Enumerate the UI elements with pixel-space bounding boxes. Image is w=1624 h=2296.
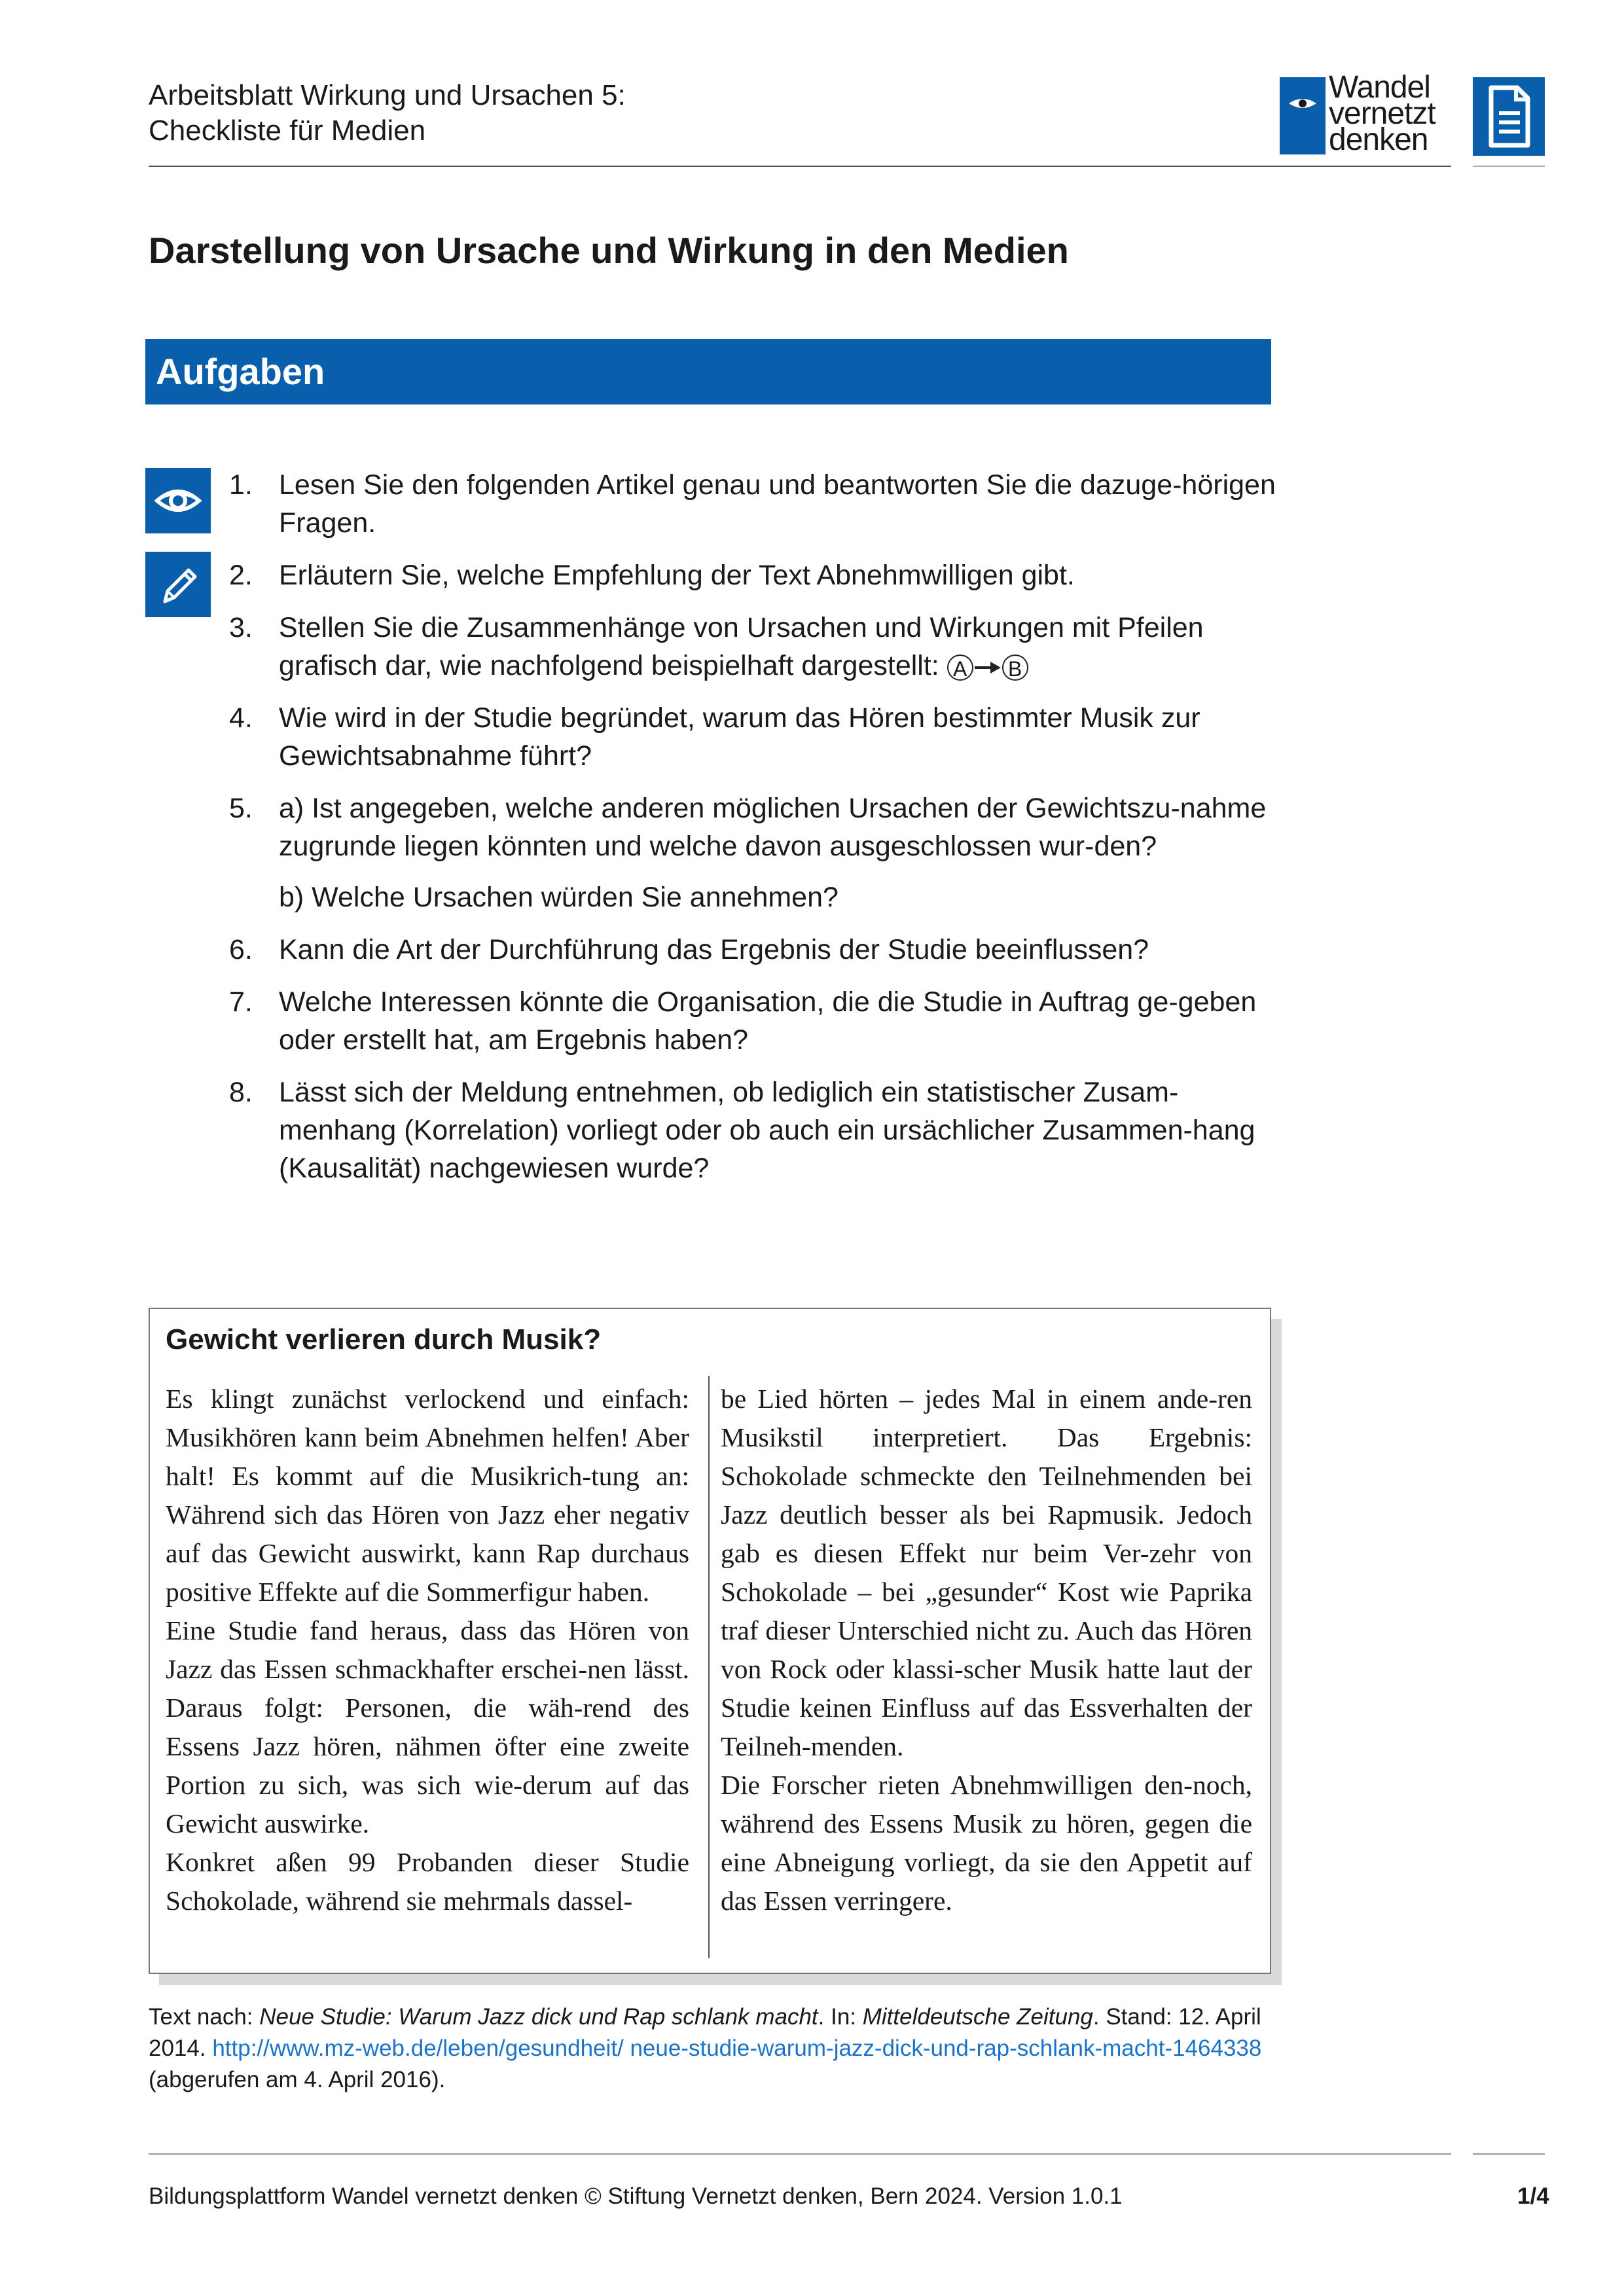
source-prefix: Text nach: [149,2004,260,2030]
source-mid: . In: [818,2004,863,2030]
article-column-2 [721,1380,1252,1920]
footer-rule-right [1473,2153,1545,2155]
article-paragraph: Eine Studie fand heraus, dass das Hören von Jazz das Essen schmackhafter erschei-nen lässt. Daraus folgt: Personen, die wäh-rend des Essens Jazz hören, nähmen öfter eine zweite Portion zu sich, was sich wie-derum auf das Gewicht auswirke. [166,1615,689,1839]
task-number: 4. [229,702,253,734]
column-divider [708,1376,710,1958]
task-text: Kann die Art der Durchführung das Ergebnis der Studie beeinflussen? [279,934,1149,965]
example-circle-a: A [947,655,973,681]
task-text-main: Stellen Sie die Zusammenhänge von Ursachen und Wirkungen mit Pfeilen grafisch dar, wie nachfolgend beispielhaft dargestellt: [279,612,1204,681]
task-text: Welche Interessen könnte die Organisation, die die Studie in Auftrag ge-geben oder erstellt hat, am Ergebnis haben? [279,986,1257,1056]
logo-eye-icon [1280,77,1326,154]
source-article-title: Neue Studie: Warum Jazz dick und Rap schlank macht [259,2004,818,2030]
source-publication: Mitteldeutsche Zeitung [862,2004,1093,2030]
document-icon [1473,77,1545,156]
source-link[interactable]: http://www.mz-web.de/leben/gesundheit/ neue-studie-warum-jazz-dick-und-rap-schlank-macht-1464338 [212,2036,1262,2061]
source-date: . Stand: 12. April 2014. [149,2004,1261,2061]
task-text: Wie wird in der Studie begründet, warum das Hören bestimmter Musik zur Gewichtsabnahme führt? [279,702,1200,772]
task-item-7 [229,983,1276,1059]
header-rule-right [1473,166,1545,167]
logo-text-1: Wandel [1329,70,1430,105]
task-item-5 [229,789,1276,916]
task-text [279,609,1276,685]
task-number: 6. [229,934,253,965]
task-text: Erläutern Sie, welche Empfehlung der Text Abnehmwilligen gibt. [279,560,1075,591]
footer-rule [149,2153,1451,2155]
task-item-3 [229,609,1276,685]
task-text: Lesen Sie den folgenden Artikel genau und beantworten Sie die dazuge-hörigen Fragen. [279,469,1276,539]
eye-icon [145,468,211,533]
task-list [229,466,1276,1202]
footer-text: Bildungsplattform Wandel vernetzt denken © Stiftung Vernetzt denken, Bern 2024. Version 1.0.1 [149,2183,1123,2209]
task-number: 1. [229,469,253,501]
section-banner: Aufgaben [145,339,1271,404]
task-item-4 [229,699,1276,775]
source-suffix: (abgerufen am 4. April 2016). [149,2067,446,2092]
article-paragraph: Konkret aßen 99 Probanden dieser Studie Schokolade, während sie mehrmals dassel- [166,1847,689,1916]
task-number: 7. [229,986,253,1018]
task-item-1 [229,466,1276,542]
task-item-8 [229,1073,1276,1187]
source-citation [149,2001,1288,2096]
arrow-right-icon [973,660,1002,675]
task-text: a) Ist angegeben, welche anderen möglichen Ursachen der Gewichtszu-nahme zugrunde liegen könnten und welche davon ausgeschlossen wur-den? [279,793,1267,862]
page-number: 1/4 [1517,2183,1549,2209]
article-paragraph: Es klingt zunächst verlockend und einfach: Musikhören kann beim Abnehmen helfen! Aber halt! Es kommt auf die Musikrich-tung an: Während sich das Hören von Jazz eher negativ auf das Gewicht auswirkt, kann Rap durchaus positive Effekte auf die Sommerfigur haben. [166,1384,689,1607]
task-number: 3. [229,612,253,643]
logo-text-2: vernetzt [1329,96,1435,131]
task-item-6 [229,931,1276,969]
task-item-2 [229,556,1276,594]
task-number: 8. [229,1077,253,1108]
example-circle-b: B [1002,655,1028,681]
article-paragraph: be Lied hörten – jedes Mal in einem ande-ren Musikstil interpretiert. Das Ergebnis: Schokolade schmeckte den Teilnehmenden bei Jazz deutlich besser als bei Rapmusik. Jedoch gab es diesen Effekt nur beim Ver-zehr von Schokolade – bei „gesunder“ Kost wie Paprika traf dieser Unterschied nicht zu. Auch das Hören von Rock oder klassi-scher Musik hatte laut der Studie keinen Einfluss auf das Essverhalten der Teilneh-menden. [721,1384,1252,1761]
task-subtext: b) Welche Ursachen würden Sie annehmen? [279,882,839,913]
task-number: 5. [229,793,253,824]
logo-text-3: denken [1329,122,1428,157]
task-number: 2. [229,560,253,591]
article-box [149,1308,1271,1974]
pencil-icon [145,552,211,617]
article-title: Gewicht verlieren durch Musik? [166,1323,602,1355]
header-rule [149,166,1451,167]
article-paragraph: Die Forscher rieten Abnehmwilligen den-noch, während des Essens Musik zu hören, gegen die eine Abneigung vorliegt, da sie den Appetit auf das Essen verringere. [721,1770,1252,1916]
task-text: Lässt sich der Meldung entnehmen, ob lediglich ein statistischer Zusam-menhang (Korrelation) vorliegt oder ob auch ein ursächlicher Zusammen-hang (Kausalität) nachgewiesen wurde? [279,1077,1255,1184]
page-title: Darstellung von Ursache und Wirkung in den Medien [149,230,1069,271]
article-column-1 [166,1380,689,1920]
logo-bar [1280,77,1326,154]
header-title-line1: Arbeitsblatt Wirkung und Ursachen 5: [149,79,626,111]
header-title-line2: Checkliste für Medien [149,115,426,147]
